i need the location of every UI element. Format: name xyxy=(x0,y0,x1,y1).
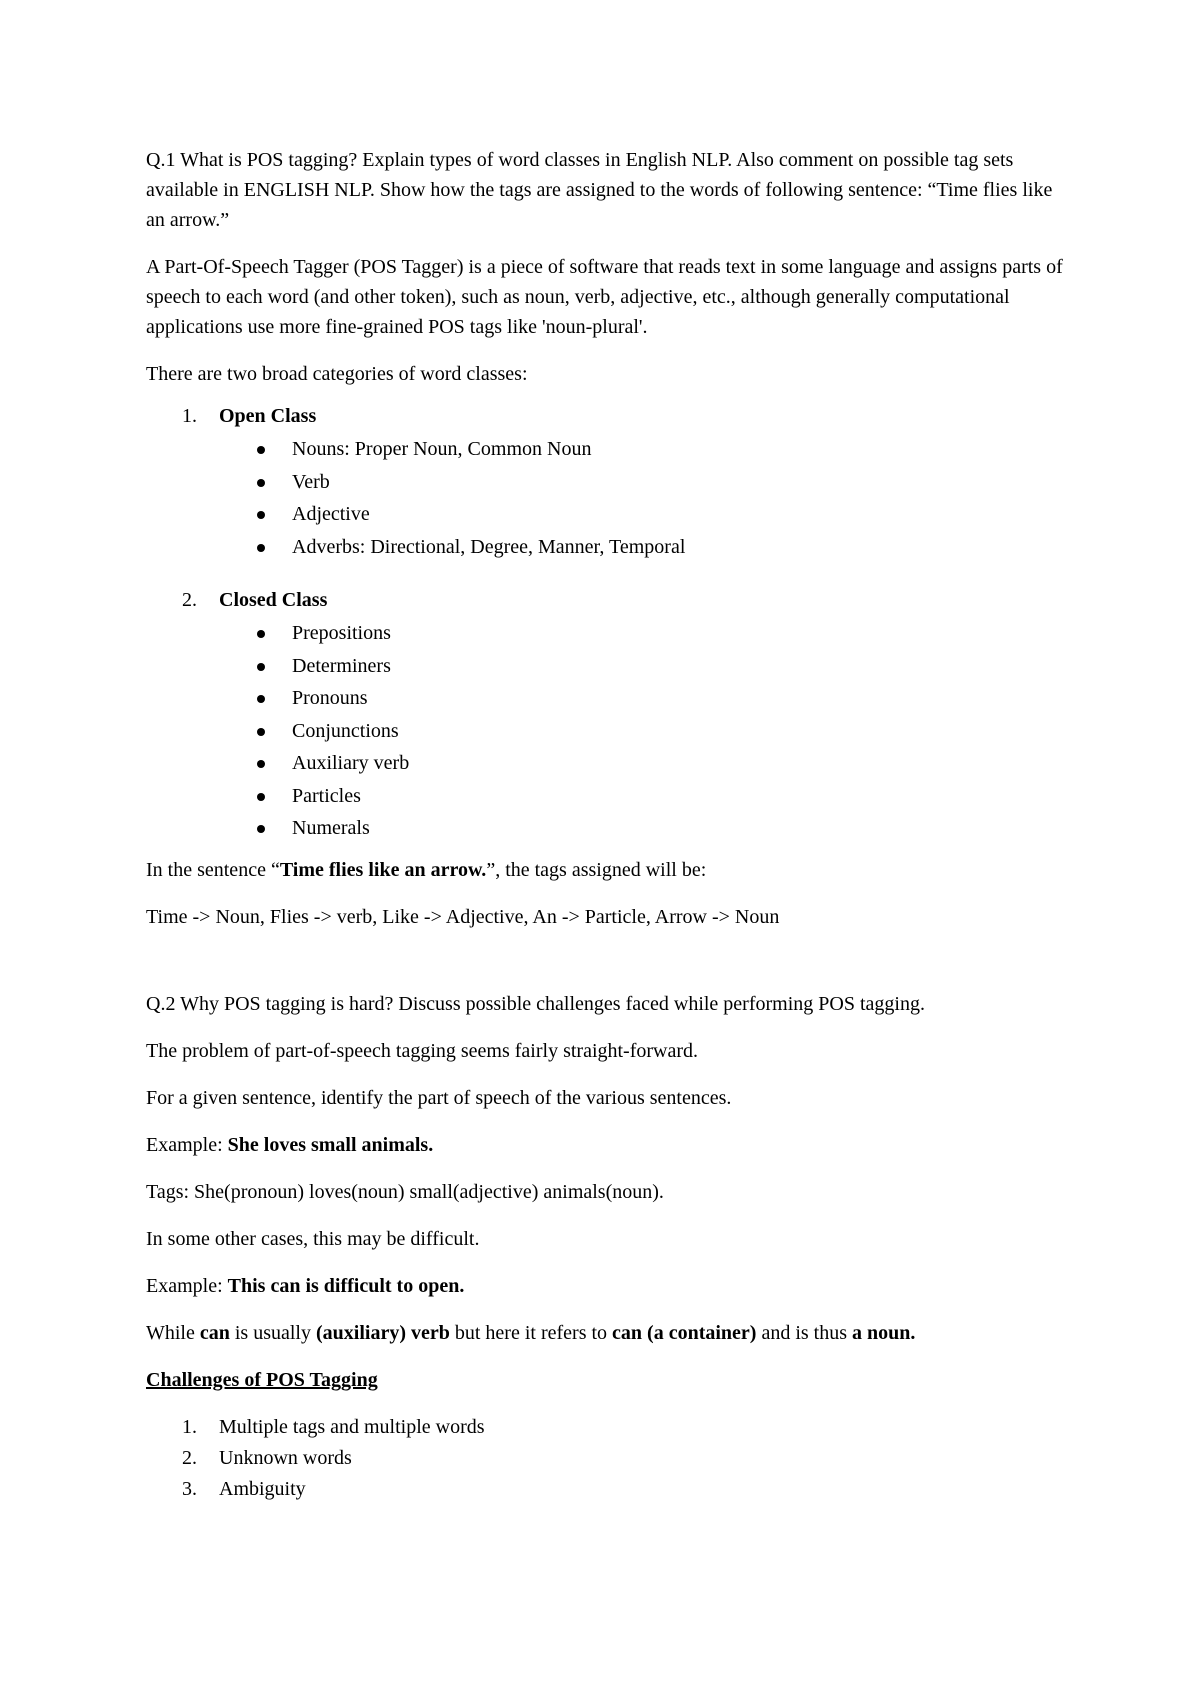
bullet-icon xyxy=(257,760,265,768)
challenges-heading: Challenges of POS Tagging xyxy=(146,1368,378,1391)
example-text: She loves small animals. xyxy=(227,1133,434,1156)
bullet-icon xyxy=(257,793,265,801)
list-item-text: Particles xyxy=(292,784,361,807)
sentence-bold: Time flies like an arrow. xyxy=(279,858,487,881)
list-item xyxy=(146,433,1066,466)
closed-class-title: Closed Class xyxy=(219,589,328,611)
document-page xyxy=(146,145,1066,1505)
challenges-list xyxy=(146,1412,1066,1505)
q2-example2 xyxy=(146,1271,1066,1301)
example-text: This can is difficult to open. xyxy=(227,1274,465,1297)
q1-question: Q.1 What is POS tagging? Explain types of word classes in English NLP. Also comment on possible tag sets available in ENGLISH NLP. Show how the tags are assigned to the words of following sentence: “Time flies like an arrow.” xyxy=(146,149,1053,231)
text-run: While xyxy=(146,1321,200,1344)
q2-line1: The problem of part-of-speech tagging seems fairly straight-forward. xyxy=(146,1039,699,1062)
list-item-text: Verb xyxy=(292,470,330,493)
list-item xyxy=(146,747,1066,780)
bold-run: (auxiliary) verb xyxy=(316,1321,450,1344)
list-item-text: Pronouns xyxy=(292,687,368,709)
q1-tags-line: Time -> Noun, Flies -> verb, Like -> Adjective, An -> Particle, Arrow -> Noun xyxy=(146,905,780,928)
closed-class-list xyxy=(146,617,1066,845)
bullet-icon xyxy=(257,630,265,638)
bullet-icon xyxy=(257,479,265,487)
open-class-section xyxy=(146,401,1066,563)
list-item xyxy=(146,466,1066,499)
list-item xyxy=(146,1474,1066,1505)
bullet-icon xyxy=(257,446,265,454)
list-item xyxy=(146,682,1066,715)
list-item xyxy=(146,812,1066,845)
bold-run: can xyxy=(199,1321,230,1344)
bullet-icon xyxy=(257,695,265,703)
list-item-text: Unknown words xyxy=(219,1446,352,1469)
list-item-text: Numerals xyxy=(292,817,370,839)
list-item xyxy=(146,715,1066,748)
open-class-heading xyxy=(146,401,1066,431)
list-item xyxy=(146,1412,1066,1443)
example-label: Example: xyxy=(146,1274,228,1297)
list-item xyxy=(146,1443,1066,1474)
text-run: is usually xyxy=(229,1321,316,1344)
list-item-text: Adjective xyxy=(292,503,370,525)
list-item-text: Nouns: Proper Noun, Common Noun xyxy=(292,438,592,460)
closed-class-section xyxy=(146,585,1066,845)
bullet-icon xyxy=(257,511,265,519)
example-label: Example: xyxy=(146,1133,228,1156)
list-number: 1. xyxy=(182,1415,197,1438)
q1-definition: A Part-Of-Speech Tagger (POS Tagger) is a piece of software that reads text in some language and assigns parts of speech to each word (and other token), such as noun, verb, adjective, etc., although generally computational applications use more fine-grained POS tags like 'noun-plural'. xyxy=(146,256,1063,338)
list-item-text: Prepositions xyxy=(292,622,391,644)
list-item xyxy=(146,531,1066,564)
q2-line2: For a given sentence, identify the part of speech of the various sentences. xyxy=(146,1086,732,1109)
q2-while-line xyxy=(146,1318,1066,1348)
bullet-icon xyxy=(257,544,265,552)
list-item xyxy=(146,617,1066,650)
open-class-list xyxy=(146,433,1066,563)
list-item xyxy=(146,498,1066,531)
list-item-text: Determiners xyxy=(292,654,391,677)
list-item-text: Multiple tags and multiple words xyxy=(219,1415,485,1438)
q2-line3: In some other cases, this may be difficult. xyxy=(146,1227,480,1250)
list-item xyxy=(146,650,1066,683)
sentence-suffix: ”, the tags assigned will be: xyxy=(486,858,707,881)
list-item-text: Adverbs: Directional, Degree, Manner, Temporal xyxy=(292,535,686,558)
list-number: 3. xyxy=(182,1477,197,1500)
bullet-icon xyxy=(257,663,265,671)
list-item-text: Auxiliary verb xyxy=(292,752,410,774)
q2-tags-line: Tags: She(pronoun) loves(noun) small(adjective) animals(noun). xyxy=(146,1180,664,1203)
open-class-title: Open Class xyxy=(219,405,317,427)
open-class-number: 1. xyxy=(182,405,197,427)
closed-class-number: 2. xyxy=(182,589,197,611)
bullet-icon xyxy=(257,825,265,833)
list-item xyxy=(146,780,1066,813)
bold-run: can (a container) xyxy=(612,1321,757,1344)
text-run: but here it refers to xyxy=(449,1321,613,1344)
list-item-text: Conjunctions xyxy=(292,719,399,742)
q2-question: Q.2 Why POS tagging is hard? Discuss possible challenges faced while performing POS tagging. xyxy=(146,992,925,1015)
sentence-prefix: In the sentence “ xyxy=(146,858,280,881)
q2-example1 xyxy=(146,1130,1066,1160)
text-run: and is thus xyxy=(756,1321,853,1344)
q1-sentence xyxy=(146,855,1066,885)
list-item-text: Ambiguity xyxy=(219,1477,306,1500)
q1-categories-intro: There are two broad categories of word classes: xyxy=(146,363,528,385)
bold-run: a noun. xyxy=(852,1321,916,1344)
closed-class-heading xyxy=(146,585,1066,615)
bullet-icon xyxy=(257,728,265,736)
list-number: 2. xyxy=(182,1446,197,1469)
